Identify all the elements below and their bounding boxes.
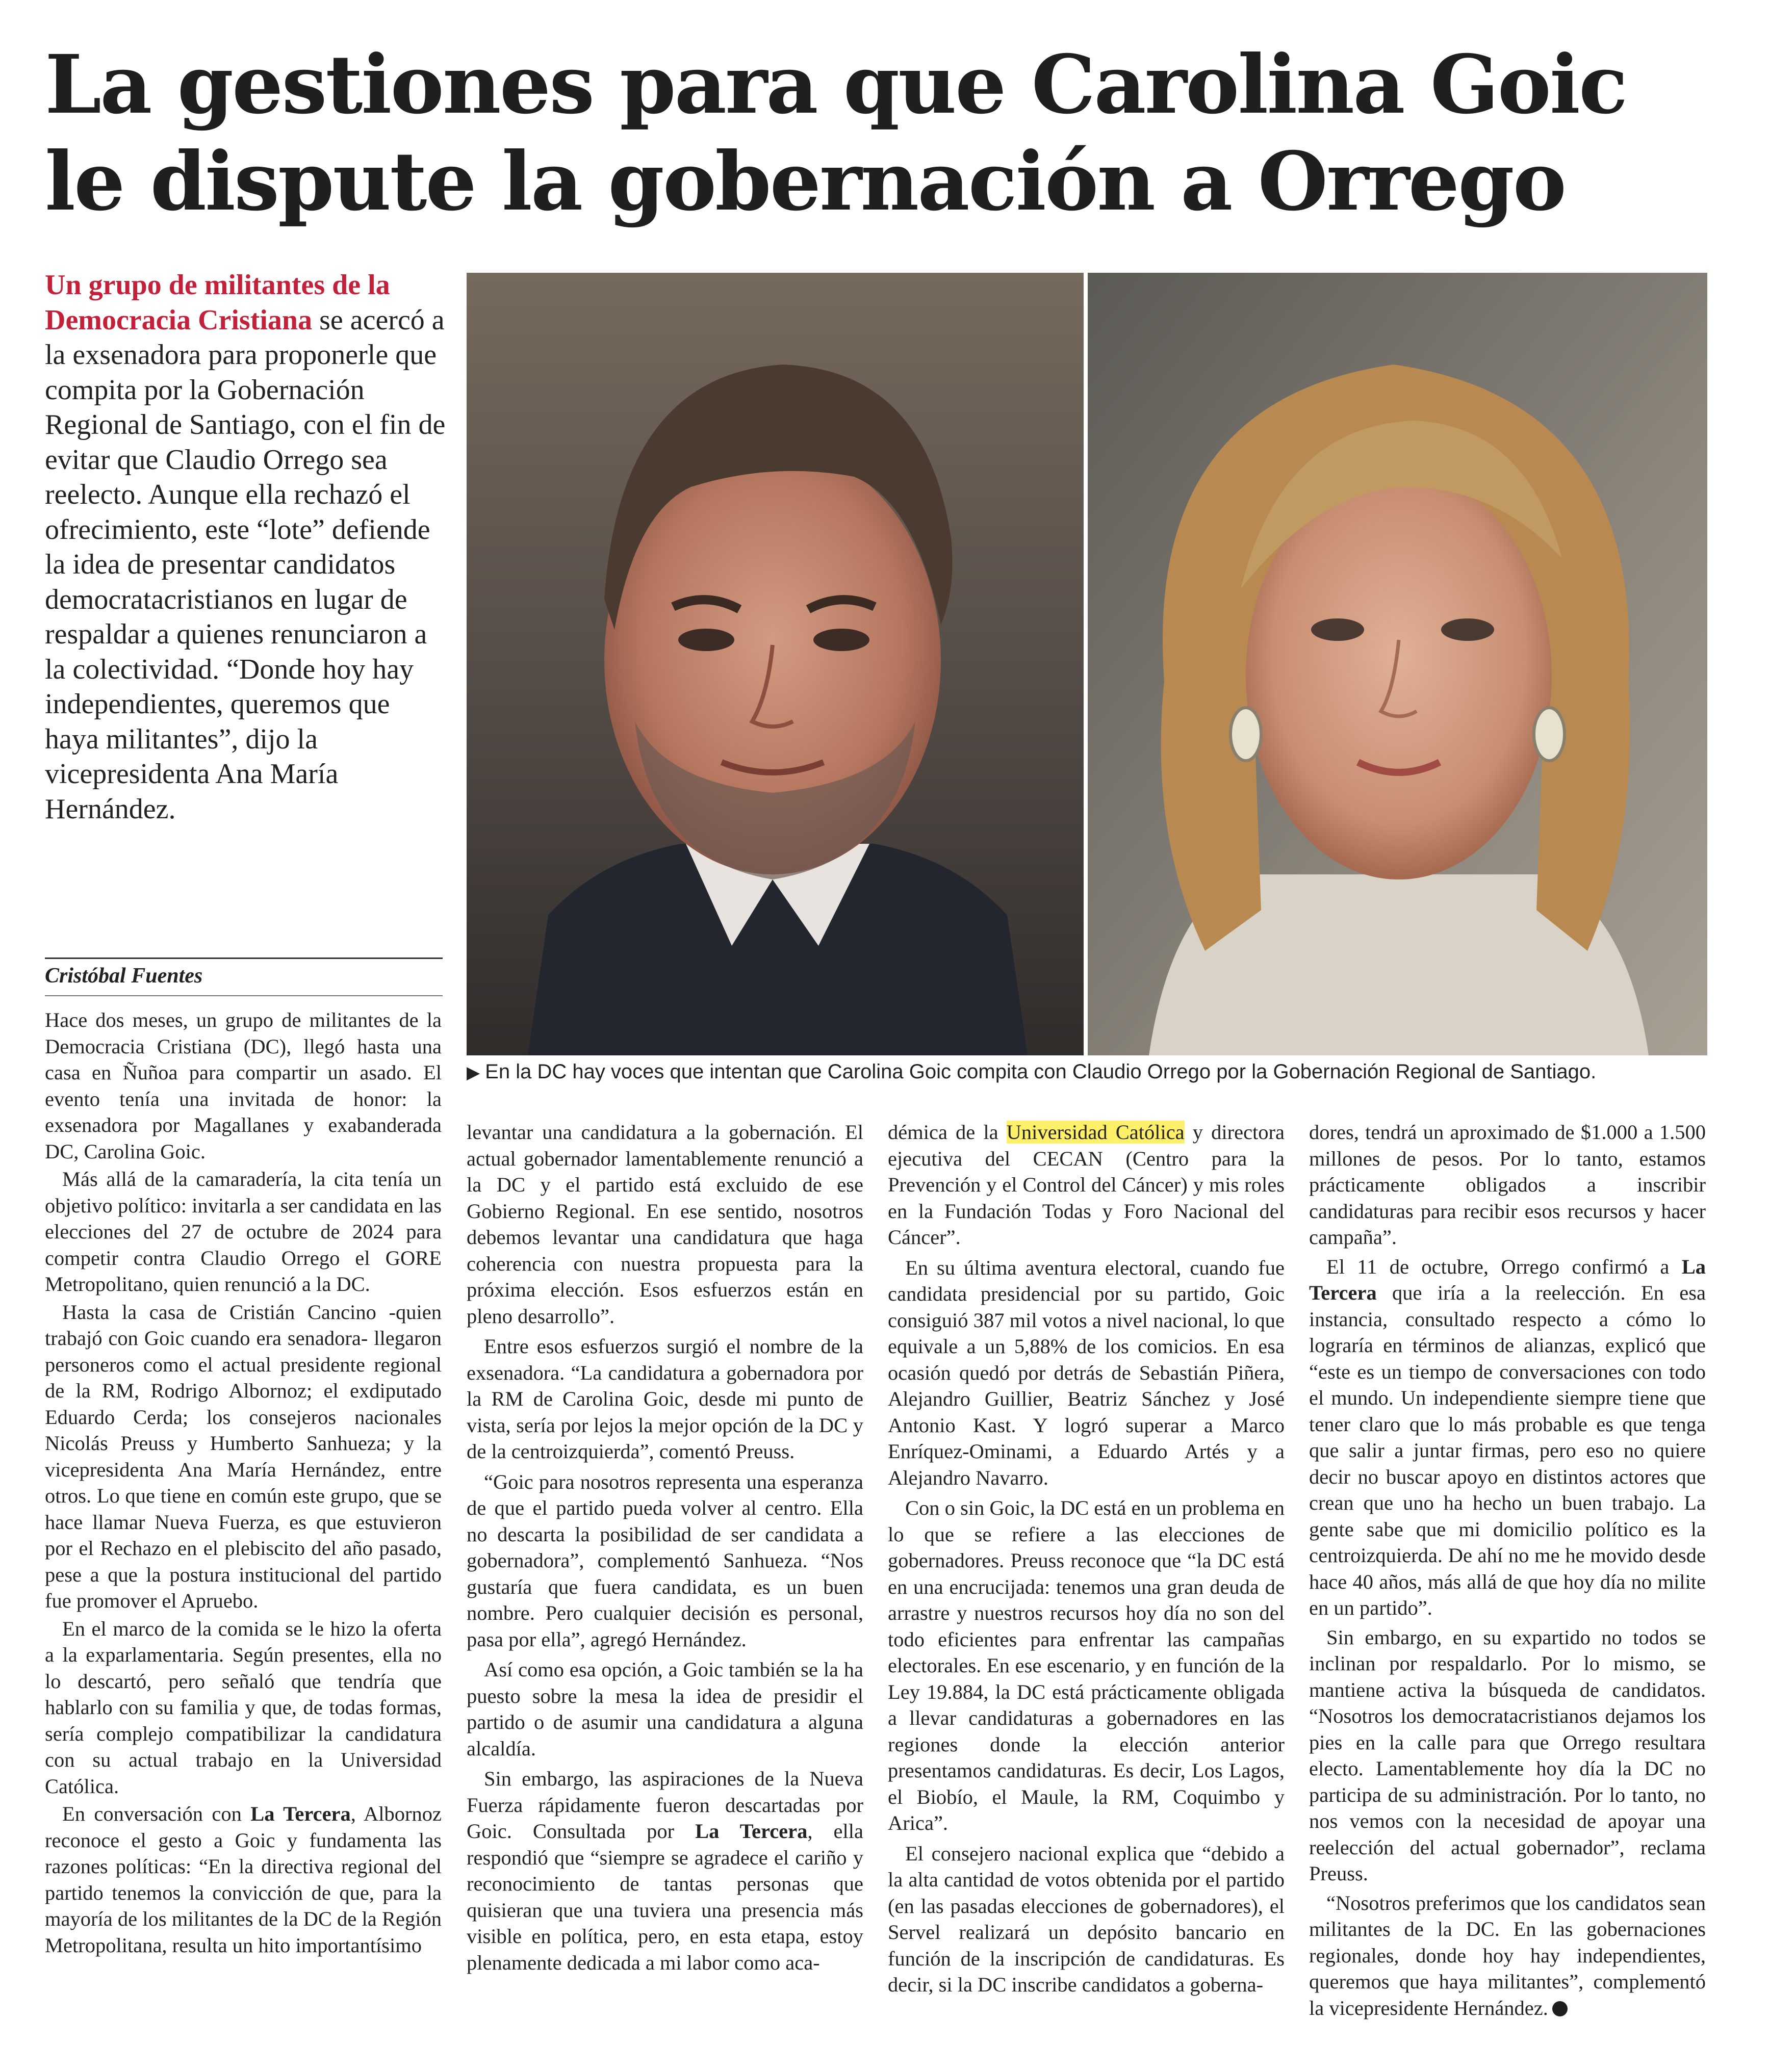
paragraph (467, 1766, 863, 1976)
end-of-article-icon (1552, 2001, 1568, 2016)
paragraph: El consejero nacional explica que “debido a la alta cantidad de votos obtenida por el partido (en las pasadas elecciones de gobernadores), el Servel realizará un depósito bancario en función de la inscripción de candidaturas. Es decir, si la DC inscribe candidatos a goberna- (888, 1842, 1285, 1996)
lead-text: se acercó a la exsenadora para proponerle que compita por la Gobernación Regional de Santiago, con el fin de evitar que Claudio Orrego sea reelecto. Aunque ella rechazó el ofrecimiento, este “lote” defiende la idea de presentar candidatos democratacristianos en lugar de respaldar a quienes renunciaron a la colectividad. “Donde hoy hay independientes, queremos que haya militantes”, dijo la vicepresidenta Ana María Hernández. (45, 304, 446, 825)
newspaper-name: La Tercera (250, 1802, 351, 1825)
body-column-3 (888, 1119, 1285, 2002)
paragraph: Sin embargo, en su expartido no todos se inclinan por respaldarlo. Por lo mismo, se mantiene activa la búsqueda de candidatos. “Nosotros los democratacristianos dejamos los pies en la calle para que Orrego resultara electo. Lamentablemente hoy día la DC no participa de su administración. Por lo tanto, no nos vemos con la necesidad de apoyar una reelección del actual gobernador”, reclama Preuss. (1309, 1625, 1706, 1885)
caption-arrow-icon: ▶ (467, 1063, 480, 1082)
caption-text: En la DC hay voces que intentan que Carolina Goic compita con Claudio Orrego por la Gobernación Regional de Santiago. (485, 1060, 1597, 1083)
text: démica de la (888, 1121, 1007, 1144)
headline-line-1: La gestiones para que Carolina Goic (45, 38, 1627, 132)
paragraph (1309, 1254, 1706, 1621)
text: que iría a la reelección. En esa instancia, consultado respecto a cómo lo lograría en términos de alianzas, explicó que “este es un tiempo de conversaciones con todo el mundo. Un independiente siempre tiene que tener claro que lo más probable es que tenga que salir a juntar firmas, pero eso no quiere decir no buscar apoyo en distintos actores que crean que uno ha hecho un buen trabajo. La gente sabe que mi domicilio político es la centroizquierda. De ahí no me he movido desde hace 40 años, más allá de que hoy día no milite en un partido”. (1309, 1281, 1706, 1619)
text: , ella respondió que “siempre se agradece el cariño y reconocimiento de tantas personas que quisieran que una tuviera una presencia más visible en política, pero, en esta etapa, estoy plenamente dedicada a mi labor como aca- (467, 1820, 863, 1974)
paragraph: levantar una candidatura a la gobernación. El actual gobernador lamentablemente renunció a la DC y el partido está excluido de ese Gobierno Regional. En ese sentido, nosotros debemos levantar una candidatura que haga coherencia con nuestra propuesta para la próxima elección. Esos esfuerzos están en pleno desarrollo”. (467, 1121, 863, 1328)
lead-highlight: Un grupo de militantes de la Democracia Cristiana (45, 269, 390, 336)
body-column-2 (467, 1119, 863, 1980)
headline (45, 37, 1728, 230)
text: , Albornoz reconoce el gesto a Goic y fundamenta las razones políticas: “En la directiva regional del partido tenemos la convicción de que, para la mayoría de los militantes de la DC de la Región Metropolitana, resulta un hito importantísimo (45, 1802, 442, 1957)
paragraph: Hasta la casa de Cristián Cancino -quien trabajó con Goic cuando era senadora- llegaron personeros como el actual presidente regional de la RM, Rodrigo Albornoz; el exdiputado Eduardo Cerda; los consejeros nacionales Nicolás Preuss y Humberto Sanhueza; y la vicepresidenta Ana María Hernández, entre otros. Lo que tiene en común este grupo, que se hace llamar Nueva Fuerza, es que estuvieron por el Rechazo en el plebiscito del año pasado, pese a que la postura institucional del partido fue promover el Apruebo. (45, 1300, 442, 1612)
paragraph: Hace dos meses, un grupo de militantes de la Democracia Cristiana (DC), llegó hasta una casa en Ñuñoa para compartir un asado. El evento tenía una invitada de honor: la exsenadora por Magallanes y exabanderada DC, Carolina Goic. (45, 1008, 442, 1163)
newspaper-name: La Tercera (1309, 1255, 1706, 1304)
portrait-man-image (467, 273, 1084, 1055)
photo-claudio-orrego (467, 273, 1084, 1055)
text: El 11 de octubre, Orrego confirmó a (1326, 1255, 1682, 1278)
photo-caption (467, 1060, 1711, 1083)
body-column-1 (45, 1007, 442, 1960)
photo-carolina-goic (1088, 273, 1707, 1055)
paragraph (1309, 1890, 1706, 2022)
text: “Nosotros preferimos que los candidatos sean militantes de la DC. En las gobernaciones regionales, donde hoy hay independientes, queremos que haya militantes”, complementó la vicepresidente Hernández. (1309, 1891, 1706, 2019)
paragraph: Más allá de la camaradería, la cita tenía un objetivo político: invitarla a ser candidata en las elecciones del 27 de octubre de 2024 para competir contra Claudio Orrego el GORE Metropolitano, quien renunció a la DC. (45, 1168, 442, 1296)
paragraph: En su última aventura electoral, cuando fue candidata presidencial por su partido, Goic consiguió 387 mil votos a nivel nacional, lo que equivale a un 5,88% de los comicios. En esa ocasión quedó por detrás de Sebastián Piñera, Alejandro Guillier, Beatriz Sánchez y José Antonio Kast. Y logró superar a Marco Enríquez-Ominami, a Eduardo Artés y a Alejandro Navarro. (888, 1256, 1285, 1489)
byline: Cristóbal Fuentes (45, 964, 203, 988)
paragraph: En el marco de la comida se le hizo la oferta a la exparlamentaria. Según presentes, ella no lo descartó, pero señaló que tendría que hablarlo con su familia y que, de todas formas, sería complejo compatibilizar la candidatura con su actual trabajo en la Universidad Católica. (45, 1617, 442, 1798)
byline-rule-bottom (45, 995, 443, 996)
paragraph: Entre esos esfuerzos surgió el nombre de la exsenadora. “La candidatura a gobernadora por la RM de Carolina Goic, desde mi punto de vista, sería por lejos la mejor opción de la DC y de la centroizquierda”, comentó Preuss. (467, 1335, 863, 1463)
paragraph (45, 1801, 442, 1958)
paragraph: dores, tendrá un aproximado de $1.000 a 1.500 millones de pesos. Por lo tanto, estamos prácticamente obligados a inscribir candidaturas para recibir esos recursos y hacer campaña”. (1309, 1121, 1706, 1249)
newspaper-name: La Tercera (695, 1820, 808, 1843)
paragraph: Con o sin Goic, la DC está en un problema en lo que se refiere a las elecciones de gobernadores. Preuss reconoce que “la DC está en una encrucijada: tenemos una gran deuda de arrastre y nuestros recursos hoy día no son del todo eficientes para enfrentar las campañas electorales. En ese escenario, y en función de la Ley 19.884, la DC está prácticamente obligada a llevar candidaturas a gobernadores en las regiones donde la elección anterior presentamos candidaturas. Es decir, Los Lagos, el Biobío, el Maule, la RM, Coquimbo y Arica”. (888, 1496, 1285, 1834)
headline-line-2: le dispute la gobernación a Orrego (45, 135, 1566, 229)
text: En conversación con (62, 1802, 251, 1825)
text: y directora ejecutiva del CECAN (Centro para la Prevención y el Control del Cáncer) y mis roles en la Fundación Todas y Foro Nacional del Cáncer”. (888, 1121, 1285, 1249)
text: Sin embargo, las aspiraciones de la Nueva Fuerza rápidamente fueron descartadas por Goic. Consultada por (467, 1767, 863, 1843)
highlighted-text: Universidad Católica (1006, 1121, 1185, 1144)
paragraph: Así como esa opción, a Goic también se la ha puesto sobre la mesa la idea de presidir el partido o de asumir una candidatura a alguna alcaldía. (467, 1658, 863, 1760)
paragraph: “Goic para nosotros representa una esperanza de que el partido pueda volver al centro. Ella no descarta la posibilidad de ser candidata a gobernadora”, complementó Sanhueza. “Nos gustaría que fuera candidata, es un buen nombre. Pero cualquier decisión es personal, pasa por ella”, agregó Hernández. (467, 1470, 863, 1651)
body-column-4 (1309, 1119, 1706, 2024)
lead-paragraph (45, 268, 448, 826)
paragraph (888, 1119, 1285, 1251)
portrait-woman-image (1088, 273, 1707, 1055)
byline-rule-top (45, 957, 443, 959)
